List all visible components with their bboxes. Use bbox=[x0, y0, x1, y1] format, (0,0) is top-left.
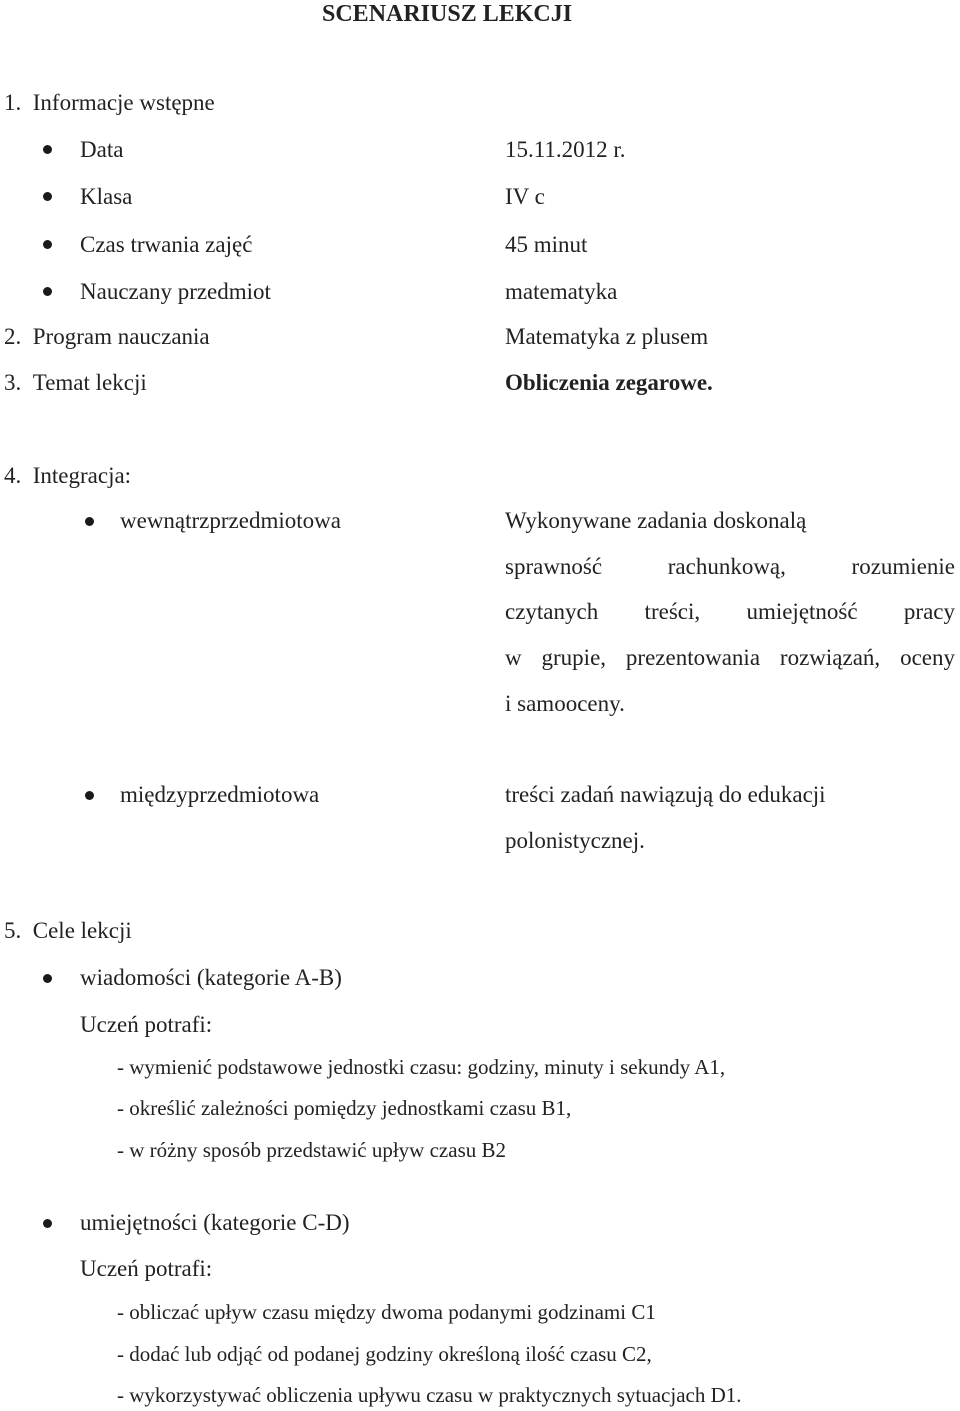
section-3-heading: 3. Temat lekcji bbox=[4, 370, 147, 395]
document-title: SCENARIUSZ LEKCJI bbox=[322, 1, 573, 27]
integration-internal-line: i samooceny. bbox=[505, 691, 625, 716]
info-label-subject: Nauczany przedmiot bbox=[80, 279, 271, 304]
section-4-heading: 4. Integracja: bbox=[4, 463, 132, 488]
bullet-icon bbox=[43, 145, 52, 154]
goal-item: - w różny sposób przedstawić upływ czasu B2 bbox=[117, 1138, 506, 1162]
integration-internal-line: sprawność rachunkową, rozumienie bbox=[505, 554, 955, 579]
goal-item: - wymienić podstawowe jednostki czasu: godziny, minuty i sekundy A1, bbox=[117, 1055, 726, 1079]
bullet-icon bbox=[43, 240, 52, 249]
goal-group-subheading: Uczeń potrafi: bbox=[80, 1256, 213, 1281]
info-value-subject: matematyka bbox=[505, 279, 618, 304]
integration-internal-line: czytanych treści, umiejętność pracy bbox=[505, 599, 955, 624]
integration-cross-line: polonistycznej. bbox=[505, 828, 645, 853]
integration-label-internal: wewnątrzprzedmiotowa bbox=[120, 508, 341, 533]
integration-label-cross: międzyprzedmiotowa bbox=[120, 782, 320, 807]
section-2-heading: 2. Program nauczania bbox=[4, 324, 210, 349]
info-label-date: Data bbox=[80, 137, 124, 162]
info-value-class: IV c bbox=[505, 184, 545, 209]
goal-group-knowledge: wiadomości (kategorie A-B) bbox=[80, 965, 342, 990]
goal-item: - dodać lub odjąć od podanej godziny określoną ilość czasu C2, bbox=[117, 1342, 652, 1366]
lesson-topic-value: Obliczenia zegarowe. bbox=[505, 370, 713, 395]
goal-group-skills: umiejętności (kategorie C-D) bbox=[80, 1210, 350, 1235]
program-value: Matematyka z plusem bbox=[505, 324, 709, 349]
bullet-icon bbox=[43, 974, 52, 983]
info-label-duration: Czas trwania zajęć bbox=[80, 232, 253, 257]
bullet-icon bbox=[85, 517, 94, 526]
bullet-icon bbox=[43, 287, 52, 296]
bullet-icon bbox=[43, 192, 52, 201]
info-value-duration: 45 minut bbox=[505, 232, 588, 257]
integration-cross-line: treści zadań nawiązują do edukacji bbox=[505, 782, 826, 807]
goal-group-subheading: Uczeń potrafi: bbox=[80, 1012, 213, 1037]
goal-item: - określić zależności pomiędzy jednostkami czasu B1, bbox=[117, 1096, 572, 1120]
integration-internal-line: w grupie, prezentowania rozwiązań, oceny bbox=[505, 645, 955, 670]
goal-item: - wykorzystywać obliczenia upływu czasu w praktycznych sytuacjach D1. bbox=[117, 1383, 742, 1407]
bullet-icon bbox=[43, 1219, 52, 1228]
info-value-date: 15.11.2012 r. bbox=[505, 137, 626, 162]
section-5-heading: 5. Cele lekcji bbox=[4, 918, 132, 943]
info-label-class: Klasa bbox=[80, 184, 133, 209]
bullet-icon bbox=[85, 791, 94, 800]
goal-item: - obliczać upływ czasu między dwoma podanymi godzinami C1 bbox=[117, 1300, 656, 1324]
section-1-heading: 1. Informacje wstępne bbox=[4, 90, 215, 115]
integration-internal-line: Wykonywane zadania doskonalą bbox=[505, 508, 807, 533]
